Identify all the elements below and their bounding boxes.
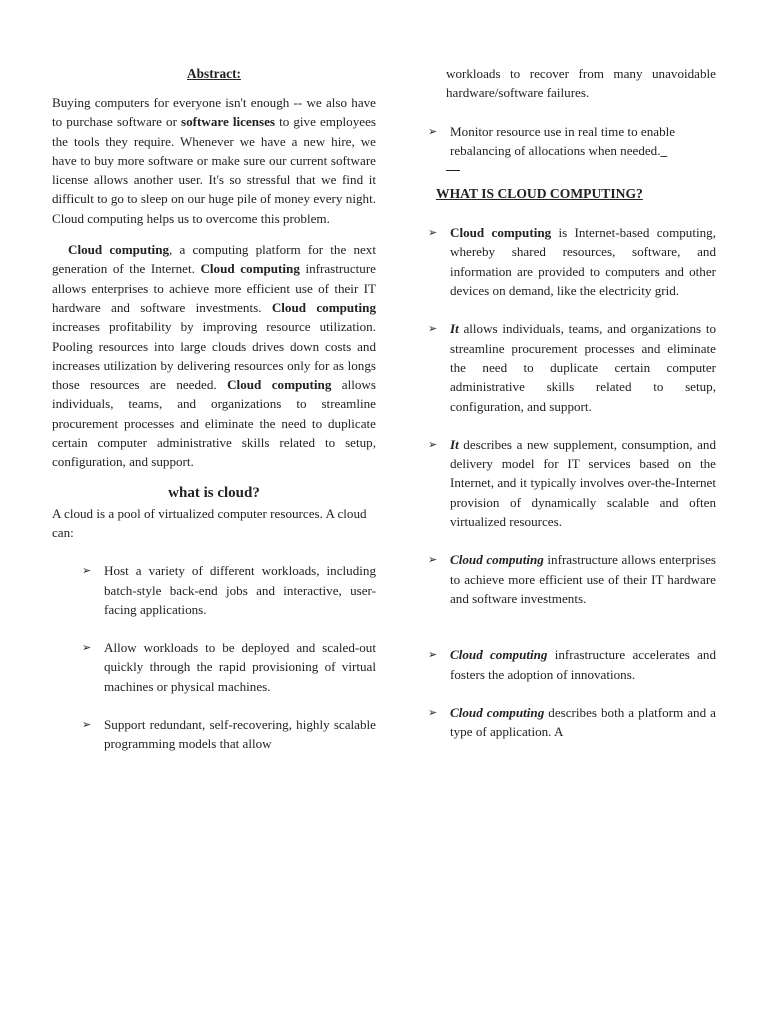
arrow-bullet-icon: ➢ — [428, 124, 438, 138]
list-item-text: Support redundant, self-recovering, highly scalable programming models that allow — [104, 717, 376, 752]
arrow-bullet-icon: ➢ — [428, 648, 438, 662]
text-run: allows individuals, teams, and organizations to streamline procurement processes and eliminate the need to duplicate certain computer administrative skills related to setup, configuration, and support. — [52, 377, 376, 470]
left-column — [52, 64, 376, 773]
abstract-paragraph-2 — [52, 240, 376, 472]
arrow-bullet-icon: ➢ — [428, 437, 438, 451]
abstract-paragraph-1 — [52, 93, 376, 228]
text-run: , a computing platform for the next generation of the Internet. — [52, 242, 376, 277]
list-item — [427, 703, 716, 742]
monitor-list — [427, 122, 716, 161]
list-item-text: allows individuals, teams, and organizations to streamline procurement processes and eliminate the need to duplicate certain computer administrative skills related to setup, configuration, and support. — [450, 321, 716, 414]
list-item-text: describes a new supplement, consumption, and delivery model for IT services based on the Internet, and it typically involves over-the-Internet provision of dynamically scalable and often virtualized resources. — [450, 436, 716, 530]
list-item — [427, 319, 716, 415]
list-item — [81, 561, 376, 619]
arrow-bullet-icon: ➢ — [428, 226, 438, 240]
list-item-lead: Cloud computing — [450, 647, 548, 663]
arrow-bullet-icon: ➢ — [428, 322, 438, 336]
list-item — [427, 435, 716, 531]
list-item — [81, 715, 376, 754]
divider-mark — [427, 160, 716, 184]
list-item — [427, 550, 716, 608]
list-item-lead: Cloud computing — [450, 704, 545, 720]
continuation-text: workloads to recover from many unavoidable hardware/software failures. — [446, 66, 716, 101]
what-is-cloud-computing-heading: WHAT IS CLOUD COMPUTING? — [436, 186, 643, 202]
cloud-capabilities-list — [52, 561, 376, 753]
what-is-cloud-heading: what is cloud? — [168, 484, 260, 501]
arrow-bullet-icon: ➢ — [428, 553, 438, 567]
text-run: increases profitability by improving resource utilization. Pooling resources into large clouds drives down costs and increases utilization by delivering resources only for as longs those resources are needed. — [52, 319, 376, 393]
text-run: to give employees the tools they require. Whenever we have a new hire, we have to buy more software or make sure our current software license allows another user. It's so stressful that we find it difficult to go to sleep on our huge pile of money every night. Cloud computing helps us to overcome this problem. — [52, 114, 376, 226]
abstract-heading: Abstract: — [187, 66, 241, 81]
list-item-text: Allow workloads to be deployed and scaled-out quickly through the rapid provisioning of virtual machines or physical machines. — [104, 640, 376, 694]
cloud-intro: A cloud is a pool of virtualized computer resources. A cloud can: — [52, 505, 367, 540]
text-run: Buying computers for everyone isn't enough -- we also have to purchase software or — [52, 95, 376, 130]
cloud-computing-list — [427, 223, 716, 741]
list-item-text: Host a variety of different workloads, including batch-style back-end jobs and interactive, user-facing applications. — [104, 563, 376, 617]
list-item-text: describes both a platform and a type of application. A — [450, 704, 716, 740]
list-item — [427, 122, 716, 161]
list-item — [427, 223, 716, 300]
bold-text: Cloud computing — [68, 242, 170, 258]
bold-text: Cloud computing — [227, 377, 332, 393]
list-item-text: infrastructure allows enterprises to achieve more efficient use of their IT hardware and software investments. — [450, 552, 716, 606]
text-run: infrastructure allows enterprises to achieve more efficient use of their IT hardware and software investments. — [52, 261, 376, 315]
underscore-mark: _ — [660, 142, 668, 158]
list-item-text: Monitor resource use in real time to enable rebalancing of allocations when needed. — [450, 123, 676, 158]
right-column — [427, 64, 716, 760]
bold-text-software-licenses: software licenses — [181, 114, 276, 130]
list-item — [427, 645, 716, 684]
bold-text: Cloud computing — [271, 299, 376, 315]
list-item-text: infrastructure accelerates and fosters the adoption of innovations. — [450, 647, 717, 682]
list-item-text: is Internet-based computing, whereby shared resources, software, and information are provided to computers and other devices on demand, like the electricity grid. — [450, 225, 716, 299]
arrow-bullet-icon: ➢ — [428, 705, 438, 719]
arrow-bullet-icon: ➢ — [82, 564, 92, 578]
arrow-bullet-icon: ➢ — [82, 718, 92, 732]
list-item-lead: It — [450, 321, 459, 337]
list-item-lead: Cloud computing — [450, 225, 552, 241]
list-item-lead: Cloud computing — [450, 552, 544, 568]
list-item — [81, 638, 376, 696]
arrow-bullet-icon: ➢ — [82, 641, 92, 655]
list-item-lead: It — [450, 436, 459, 452]
bold-text: Cloud computing — [200, 261, 300, 277]
